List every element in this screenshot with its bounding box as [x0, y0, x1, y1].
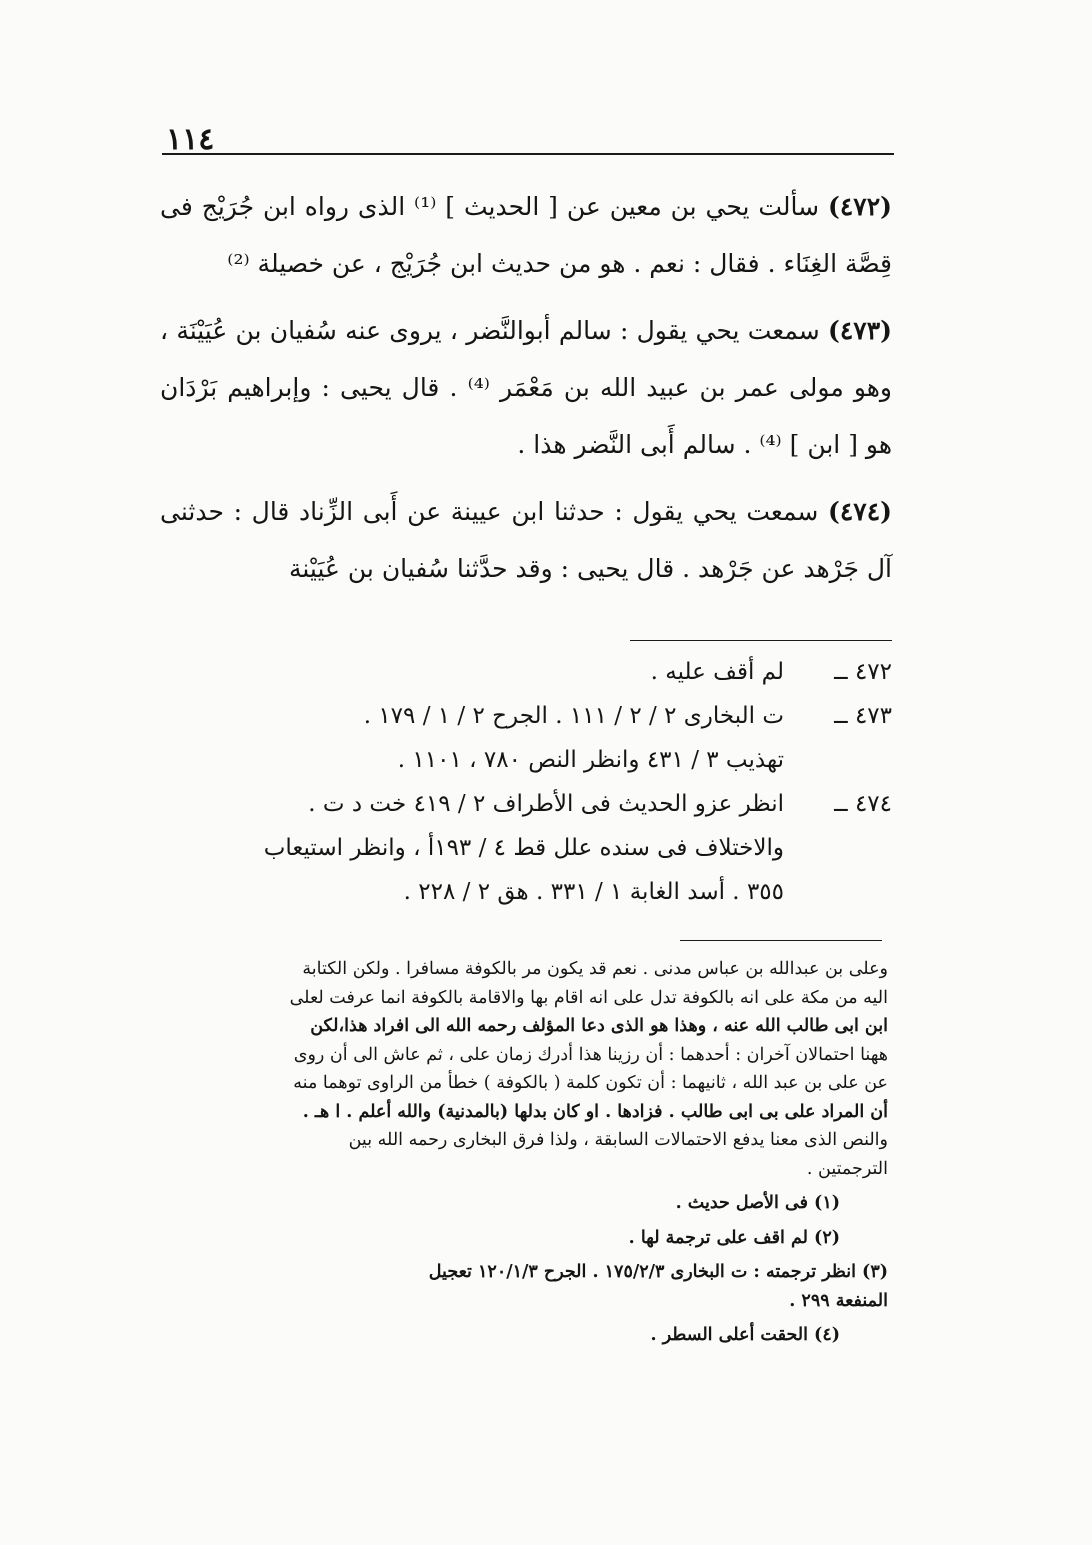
- note-line: لم أقف عليه .: [650, 659, 784, 685]
- note-number: ٤٧٣ ــ: [834, 703, 892, 729]
- paragraph-text: سألت يحي بن معين عن [ الحديث ] ⁽¹⁾ الذى رواه ابن جُرَيْج فى قِصَّة الغِنَاء . فقال : نعم . هو من حديث ابن جُرَيْج ، عن خصيلة ⁽²⁾: [160, 192, 892, 278]
- header-rule: [162, 153, 894, 155]
- paragraph-text: سمعت يحي يقول : سالم أبوالنَّضر ، يروى عنه سُفيان بن عُيَيْنَة ، وهو مولى عمر بن عبيد الله بن مَعْمَر ⁽⁴⁾ . قال يحيى : وإبراهيم بَرْدَان هو [ ابن ] ⁽⁴⁾ . سالم أَبى النَّضر هذا .: [160, 316, 892, 459]
- footnote-continuation-line: عن على بن عبد الله ، ثانيهما : أن تكون كلمة ( بالكوفة ) خطأ من الراوى توهما منه: [293, 1073, 888, 1093]
- paragraph-text: سمعت يحي يقول : حدثنا ابن عيينة عن أَبى الزِّناد قال : حدثنى آل جَرْهد عن جَرْهد . قال يحيى : وقد حدَّثنا سُفيان بن عُيَيْنة: [160, 497, 892, 583]
- footnote-continuation-line: اليه من مكة على انه بالكوفة تدل على انه اقام بها والاقامة بالكوفة انما عرفت لعلى: [289, 987, 888, 1008]
- footnote-2: (٢) لم اقف على ترجمة لها .: [628, 1227, 840, 1248]
- notes-rule: [630, 640, 892, 641]
- note-473: [160, 694, 892, 782]
- footnote-3: (٣) انظر ترجمته : ت البخارى ١٧٥/٢/٣ . الجرح ١٢٠/١/٣ تعجيل: [428, 1262, 888, 1282]
- note-body: [160, 782, 784, 914]
- footnote-continuation-line: والنص الذى معنا يدفع الاحتمالات السابقة ، ولذا فرق البخارى رحمه الله بين: [348, 1130, 888, 1150]
- footnote-continuation-line: أن المراد على بى ابى طالب . فزادها . او كان بدلها (بالمدنية) والله أعلم . ا هـ .: [302, 1101, 888, 1122]
- footnote-4: (٤) الحقت أعلى السطر .: [650, 1325, 840, 1345]
- main-text: [160, 178, 892, 607]
- footnote-continuation-line: ابن ابى طالب الله عنه ، وهذا هو الذى دعا المؤلف رحمه الله الى افراد هذا،لكن: [310, 1016, 888, 1036]
- footnote-continuation-line: الترجمتين .: [806, 1158, 888, 1179]
- note-body: [160, 650, 784, 694]
- paragraph-number: (٤٧٤): [828, 497, 892, 526]
- note-474: [160, 782, 892, 914]
- paragraph-473: [160, 302, 892, 473]
- note-line: والاختلاف فى سنده علل قط ٤ / ١٩٣أ ، وانظر استيعاب: [263, 835, 784, 861]
- note-body: [160, 694, 784, 782]
- reference-notes: [160, 650, 892, 914]
- footnote-3-continuation: المنفعة ٢٩٩ .: [789, 1290, 888, 1311]
- footnote-continuation-line: وعلى بن عبدالله بن عباس مدنى . نعم قد يكون مر بالكوفة مسافرا . ولكن الكتابة: [302, 959, 888, 979]
- note-line: انظر عزو الحديث فى الأطراف ٢ / ٤١٩ خت د ت .: [308, 791, 784, 817]
- footnotes: [158, 955, 888, 1350]
- page-number: ١١٤: [166, 122, 215, 157]
- footnote-1: (١) فى الأصل حديث .: [675, 1193, 840, 1213]
- note-number: ٤٧٤ ــ: [834, 791, 892, 817]
- paragraph-number: (٤٧٢): [828, 192, 893, 221]
- note-472: [160, 650, 892, 694]
- note-line: ت البخارى ٢ / ٢ / ١١١ . الجرح ٢ / ١ / ١٧٩ .: [363, 703, 784, 729]
- paragraph-474: [160, 483, 892, 597]
- footnote-continuation-line: ههنا احتمالان آخران : أحدهما : أن رزينا هذا أدرك زمان على ، ثم عاش الى أن روى: [293, 1044, 888, 1065]
- note-line: ٣٥٥ . أسد الغابة ١ / ٣٣١ . هق ٢ / ٢٢٨ .: [403, 879, 784, 905]
- note-number: ٤٧٢ ــ: [834, 659, 892, 685]
- paragraph-472: [160, 178, 892, 292]
- footnotes-rule: [680, 940, 882, 941]
- note-line: تهذيب ٣ / ٤٣١ وانظر النص ٧٨٠ ، ١١٠١ .: [397, 747, 784, 773]
- paragraph-number: (٤٧٣): [828, 316, 892, 345]
